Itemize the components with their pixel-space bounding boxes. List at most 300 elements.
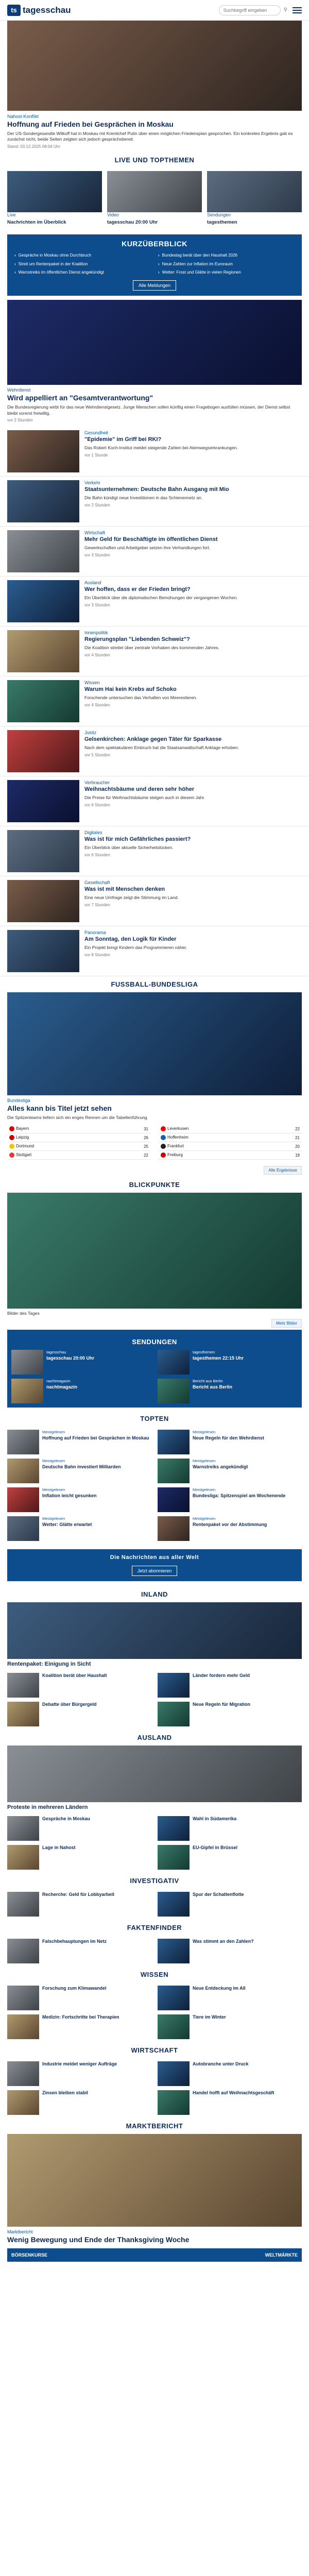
bundesliga-table-right: [159, 1125, 302, 1160]
teaser-title[interactable]: Inflation leicht gesunken: [42, 1493, 97, 1498]
article-topper: Wirtschaft: [84, 530, 106, 536]
live-item[interactable]: [107, 171, 202, 227]
club-logo-icon: [161, 1144, 166, 1149]
article-text: Nach dem spektakulären Einbruch hat die Staatsanwaltschaft Anklage erhoben.: [84, 745, 239, 751]
article-body: [84, 530, 302, 572]
kurz-item[interactable]: › Wetter: Frost und Glätte in vielen Regionen: [158, 270, 295, 275]
teaser-topper: nachtmagazin: [46, 1378, 71, 1383]
teaser-image: [158, 1702, 190, 1726]
teaser-card[interactable]: [158, 1350, 298, 1375]
teaser-title[interactable]: Bericht aus Berlin: [193, 1384, 233, 1389]
teaser-card[interactable]: [158, 1816, 302, 1841]
table-row[interactable]: [7, 1125, 150, 1133]
article-row[interactable]: [0, 676, 309, 726]
teaser-card[interactable]: [7, 2014, 151, 2039]
teaser-title[interactable]: Neue Regeln für Migration: [193, 1701, 251, 1707]
teaser-body: [42, 1516, 92, 1541]
teaser-card[interactable]: [7, 1986, 151, 2010]
teaser-title[interactable]: Gespräche in Moskau: [42, 1816, 91, 1822]
team-name: Dortmund: [16, 1144, 35, 1149]
teaser-title[interactable]: Tiere im Winter: [193, 2014, 226, 2020]
teaser-title[interactable]: Hoffnung auf Frieden bei Gesprächen in Moskau: [42, 1435, 149, 1440]
article-image: [7, 480, 79, 522]
kurz-item[interactable]: › Streit um Rentenpaket in der Koalition: [14, 262, 151, 267]
teaser-body: [193, 1816, 236, 1841]
fussball-lead[interactable]: [0, 992, 309, 1121]
team-name: Freiburg: [167, 1153, 183, 1158]
blickpunkte-more-button[interactable]: Mehr Bilder: [271, 1319, 302, 1328]
teaser-card[interactable]: [158, 1673, 302, 1698]
teaser-body: [193, 1459, 248, 1483]
teaser-body: [42, 1845, 76, 1870]
teaser-title[interactable]: Forschung zum Klimawandel: [42, 1986, 107, 1991]
article-title[interactable]: Was ist für mich Gefährliches passiert?: [84, 836, 191, 843]
article-meta: vor 3 Stunden: [84, 552, 110, 557]
teaser-card[interactable]: [158, 1430, 302, 1454]
teaser-body: [193, 1673, 250, 1698]
team-name: Stuttgart: [16, 1153, 32, 1158]
points-cell: 21: [271, 1133, 302, 1142]
teaser-card[interactable]: [7, 1516, 151, 1541]
newsletter-button[interactable]: Jetzt abonnieren: [132, 1566, 178, 1576]
lead-title[interactable]: Wird appelliert an "Gesamtverantwortung": [7, 394, 153, 402]
teaser-body: [42, 2061, 117, 2086]
team-cell: [159, 1151, 271, 1160]
teaser-image: [7, 1430, 39, 1454]
wirtschaft-grid: [0, 2058, 309, 2118]
markt-footer: [7, 2248, 302, 2262]
article-meta: vor 6 Stunden: [84, 852, 110, 857]
live-topper: Live: [7, 212, 16, 217]
article-body: [84, 830, 302, 872]
team-name: Leipzig: [16, 1135, 29, 1140]
teaser-card[interactable]: [7, 1939, 151, 1963]
markt-title[interactable]: Wenig Bewegung und Ende der Thanksgiving Woche: [7, 2235, 190, 2244]
teaser-title[interactable]: Handel hofft auf Weihnachtsgeschäft: [193, 2090, 274, 2096]
teaser-title[interactable]: Neue Regeln für den Wehrdienst: [193, 1435, 264, 1440]
lead-article[interactable]: [0, 296, 309, 427]
search-area: [219, 5, 287, 15]
hero-topper: Nahost-Konflikt: [7, 114, 39, 119]
live-image: [107, 171, 202, 212]
table-row[interactable]: [159, 1142, 302, 1151]
ausland-lead[interactable]: [0, 1745, 309, 1811]
article-topper: Gesundheit: [84, 430, 109, 436]
article-body: [84, 580, 302, 622]
blickpunkte-section-title: BLICKPUNKTE: [129, 1181, 180, 1189]
ausland-image: [7, 1745, 302, 1802]
team-name: Hoffenheim: [167, 1135, 188, 1140]
teaser-title[interactable]: tagesschau 20:00 Uhr: [46, 1355, 95, 1361]
article-text: Die Bahn kündigt neue Investitionen in das Schienennetz an.: [84, 495, 203, 501]
teaser-card[interactable]: [7, 2061, 151, 2086]
table-row[interactable]: [7, 1151, 150, 1160]
live-item[interactable]: [7, 171, 102, 227]
teaser-card[interactable]: [7, 1430, 151, 1454]
teaser-body: [193, 2061, 249, 2086]
inland-grid: [0, 1670, 309, 1730]
teaser-body: [193, 1986, 246, 2010]
wirtschaft-section-title: WIRTSCHAFT: [131, 2046, 178, 2055]
teaser-body: [193, 1845, 237, 1870]
search-input[interactable]: [219, 5, 281, 15]
inland-lead-title[interactable]: Rentenpaket: Einigung in Sicht: [7, 1660, 91, 1667]
teaser-body: [193, 1892, 244, 1917]
blickpunkte-gallery[interactable]: [0, 1193, 309, 1316]
team-cell: [7, 1125, 117, 1133]
kurz-item[interactable]: › Warnstreiks im öffentlichen Dienst angekündigt: [14, 270, 151, 275]
ausland-section-title: AUSLAND: [137, 1733, 172, 1741]
article-text: Gewerkschaften und Arbeitgeber setzen ihre Verhandlungen fort.: [84, 545, 211, 551]
search-icon[interactable]: ⚲: [283, 7, 287, 13]
article-row[interactable]: [0, 776, 309, 826]
teaser-image: [7, 2014, 39, 2039]
live-topper: Sendungen: [207, 212, 231, 217]
article-meta: vor 2 Stunden: [84, 502, 110, 507]
club-logo-icon: [9, 1144, 14, 1149]
teaser-title[interactable]: Industrie meldet weniger Aufträge: [42, 2061, 117, 2067]
teaser-title[interactable]: EU-Gipfel in Brüssel: [193, 1845, 238, 1851]
table-row[interactable]: [159, 1151, 302, 1160]
fussball-section-title: FUSSBALL-BUNDESLIGA: [111, 980, 198, 989]
teaser-card[interactable]: [7, 1487, 151, 1512]
team-name: Frankfurt: [167, 1144, 184, 1149]
teaser-body: [42, 1702, 97, 1726]
article-text: Eine neue Umfrage zeigt die Stimmung im Land.: [84, 895, 179, 901]
teaser-topper: Meistgelesen: [193, 1429, 216, 1434]
teaser-card[interactable]: [158, 1379, 298, 1403]
teaser-card[interactable]: [7, 1702, 151, 1726]
table-row[interactable]: [159, 1133, 302, 1142]
teaser-card[interactable]: [158, 1986, 302, 2010]
points-cell: 20: [271, 1142, 302, 1151]
article-text: Das Robert Koch-Institut meldet steigende Zahlen bei Atemwegserkrankungen.: [84, 445, 238, 451]
article-list: [0, 427, 309, 976]
bundesliga-table-left: [7, 1125, 150, 1160]
teaser-title[interactable]: Spur der Schattenflotte: [193, 1892, 244, 1897]
teaser-card[interactable]: [158, 1516, 302, 1541]
teaser-image: [158, 1845, 190, 1870]
article-text: Ein Überblick über aktuelle Sicherheitslücken.: [84, 845, 174, 851]
teaser-card[interactable]: [158, 1845, 302, 1870]
points-cell: 22: [271, 1125, 302, 1133]
article-image: [7, 430, 79, 472]
live-section-title: LIVE UND TOPTHEMEN: [114, 156, 195, 164]
teaser-title[interactable]: Autobranche unter Druck: [193, 2061, 249, 2067]
article-image: [7, 880, 79, 922]
club-logo-icon: [9, 1153, 14, 1158]
live-image: [207, 171, 302, 212]
teaser-title[interactable]: Medizin: Fortschritte bei Therapien: [42, 2014, 119, 2020]
team-cell: [7, 1142, 117, 1151]
hero-article[interactable]: [0, 21, 309, 152]
teaser-image: [7, 1816, 39, 1841]
lead-meta: vor 2 Stunden: [7, 418, 33, 423]
teaser-title[interactable]: Debatte über Bürgergeld: [42, 1701, 97, 1707]
article-body: [84, 880, 302, 922]
article-row[interactable]: [0, 926, 309, 976]
teaser-title[interactable]: Deutsche Bahn investiert Milliarden: [42, 1464, 121, 1469]
article-text: Die Koalition streitet über zentrale Vorhaben des kommenden Jahres.: [84, 645, 219, 651]
sendungen-grid: [11, 1350, 298, 1403]
article-title[interactable]: Weihnachtsbäume und deren sehr höher: [84, 786, 195, 793]
teaser-card[interactable]: [158, 1702, 302, 1726]
newsletter-box: [7, 1549, 302, 1581]
article-meta: vor 6 Stunden: [84, 802, 110, 807]
team-name: Bayern: [16, 1126, 29, 1131]
teaser-image: [158, 1986, 190, 2010]
live-image: [7, 171, 102, 212]
teaser-title[interactable]: Warnstreiks angekündigt: [193, 1464, 248, 1469]
article-topper: Justiz: [84, 730, 97, 736]
menu-icon[interactable]: [293, 7, 302, 13]
article-title[interactable]: Regierungsplan "Liebenden Schweiz"?: [84, 636, 190, 643]
team-cell: [159, 1142, 271, 1151]
club-logo-icon: [9, 1126, 14, 1131]
teaser-image: [7, 1845, 39, 1870]
teaser-title[interactable]: nachtmagazin: [46, 1384, 78, 1389]
boersenkurse-link[interactable]: BÖRSENKURSE: [11, 2252, 48, 2258]
teaser-title[interactable]: Länder fordern mehr Geld: [193, 1672, 250, 1678]
kurzueberblick-title: KURZÜBERBLICK: [122, 240, 187, 248]
teaser-topper: Meistgelesen: [193, 1487, 216, 1492]
teaser-body: [42, 1986, 107, 2010]
teaser-topper: Meistgelesen: [193, 1458, 216, 1463]
club-logo-icon: [9, 1135, 14, 1140]
teaser-title[interactable]: Zinsen bleiben stabil: [42, 2090, 89, 2096]
article-meta: vor 8 Stunden: [84, 952, 110, 957]
article-title[interactable]: Staatsunternehmen: Deutsche Bahn Ausgang mit Mio: [84, 486, 229, 493]
teaser-card[interactable]: [11, 1350, 151, 1375]
article-topper: Innenpolitik: [84, 630, 108, 636]
teaser-image: [11, 1350, 43, 1375]
article-title[interactable]: Gelsenkirchen: Anklage gegen Täter für Sparkasse: [84, 736, 222, 743]
logo-text: tagesschau: [23, 5, 71, 15]
bundesliga-tables: [0, 1121, 309, 1164]
teaser-image: [158, 1379, 190, 1403]
teaser-image: [7, 2090, 39, 2115]
teaser-card[interactable]: [11, 1379, 151, 1403]
article-topper: Ausland: [84, 580, 101, 586]
article-row[interactable]: [0, 527, 309, 577]
article-body: [84, 680, 302, 722]
teaser-title[interactable]: Koalition berät über Haushalt: [42, 1672, 107, 1678]
article-topper: Verbraucher: [84, 780, 110, 786]
teaser-body: [42, 2090, 88, 2115]
teaser-title[interactable]: Rentenpaket vor der Abstimmung: [193, 1521, 267, 1527]
markt-topper: Marktbericht: [7, 2229, 33, 2235]
fussball-text: Die Spitzenteams liefern sich ein enges Rennen um die Tabellenführung.: [7, 1114, 148, 1120]
teaser-title[interactable]: Recherche: Geld für Lobbyarbeit: [42, 1892, 115, 1897]
article-body: [84, 430, 302, 472]
teaser-title[interactable]: Neue Entdeckung im All: [193, 1986, 246, 1991]
table-row[interactable]: [7, 1133, 150, 1142]
lead-text: Die Bundesregierung wirbt für das neue Wehrdienstgesetz. Junge Menschen sollen künftig einen Fragebogen ausfüllen müssen, der Dienst selbst bleibt vorerst freiwillig.: [7, 404, 290, 416]
teaser-title[interactable]: Wahl in Südamerika: [193, 1816, 237, 1822]
topten-section-title: TOPTEN: [140, 1414, 169, 1422]
kurzueberblick-box: [7, 234, 302, 296]
teaser-title[interactable]: Falschbehauptungen im Netz: [42, 1939, 107, 1944]
faktenfinder-section-title: FAKTENFINDER: [127, 1924, 182, 1932]
article-row[interactable]: [0, 577, 309, 626]
live-topper: Video: [107, 212, 119, 217]
teaser-body: [193, 1516, 267, 1541]
newsletter-title: Die Nachrichten aus aller Welt: [110, 1554, 199, 1561]
markt-lead[interactable]: [0, 2134, 309, 2244]
article-text: Die Preise für Weihnachtsbäume steigen auch in diesem Jahr.: [84, 795, 205, 801]
article-text: Ein Projekt bringt Kindern das Programmieren näher.: [84, 945, 187, 951]
article-text: Forschende untersuchen das Verhalten von Meerestieren.: [84, 695, 197, 701]
team-cell: [159, 1133, 271, 1142]
teaser-card[interactable]: [7, 1845, 151, 1870]
live-title[interactable]: tagesthemen: [207, 219, 237, 225]
teaser-card[interactable]: [158, 1939, 302, 1963]
teaser-card[interactable]: [158, 2061, 302, 2086]
article-topper: Wissen: [84, 680, 100, 686]
article-image: [7, 930, 79, 972]
teaser-image: [7, 1487, 39, 1512]
sendungen-section-title: SENDUNGEN: [132, 1337, 177, 1346]
kurz-item[interactable]: › Bundestag berät über den Haushalt 2026: [158, 253, 295, 258]
article-image: [7, 630, 79, 672]
fussball-topper: Bundesliga: [7, 1098, 30, 1104]
table-row[interactable]: [159, 1125, 302, 1133]
article-title[interactable]: Am Sonntag, den Logik für Kinder: [84, 936, 177, 943]
teaser-title[interactable]: Wetter: Glätte erwartet: [42, 1521, 92, 1527]
teaser-image: [7, 1892, 39, 1917]
kurz-item[interactable]: › Neue Zahlen zur Inflation im Euroraum: [158, 262, 295, 267]
points-cell: 31: [117, 1125, 150, 1133]
live-title[interactable]: tagesschau 20:00 Uhr: [107, 219, 158, 225]
site-logo[interactable]: [7, 5, 71, 16]
teaser-topper: Meistgelesen: [42, 1429, 65, 1434]
live-item[interactable]: [207, 171, 302, 227]
teaser-image: [158, 2014, 190, 2039]
teaser-topper: Meistgelesen: [42, 1458, 65, 1463]
teaser-image: [7, 1516, 39, 1541]
teaser-body: [42, 1939, 107, 1963]
article-topper: Digitales: [84, 830, 102, 836]
blickpunkte-image: [7, 1193, 302, 1309]
teaser-card[interactable]: [7, 1816, 151, 1841]
teaser-image: [158, 1892, 190, 1917]
teaser-card[interactable]: [158, 1459, 302, 1483]
site-header: [0, 0, 309, 21]
teaser-image: [158, 1459, 190, 1483]
article-row[interactable]: [0, 826, 309, 876]
points-cell: 26: [117, 1133, 150, 1142]
article-row[interactable]: [0, 427, 309, 477]
teaser-topper: tagesschau: [46, 1349, 66, 1354]
teaser-card[interactable]: [158, 2014, 302, 2039]
teaser-body: [42, 1487, 97, 1512]
teaser-image: [158, 1350, 190, 1375]
hero-image: [7, 21, 302, 111]
teaser-title[interactable]: tagesthemen 22:15 Uhr: [193, 1355, 244, 1361]
teaser-body: [193, 2090, 274, 2115]
teaser-card[interactable]: [7, 1673, 151, 1698]
article-body: [84, 780, 302, 822]
team-cell: [7, 1133, 117, 1142]
team-cell: [159, 1125, 271, 1133]
article-title[interactable]: Was ist mit Menschen denken: [84, 886, 165, 893]
teaser-image: [158, 1816, 190, 1841]
teaser-card[interactable]: [7, 1892, 151, 1917]
hero-text: Der US-Sondergesandte Witkoff hat in Moskau mit Kremlchef Putin über einen möglichen Friedensplan gesprochen. Ein konkretes Ergebnis gab es zunächst nicht, beide Seiten zeigten sich jedoch gesprächsbereit.: [7, 130, 293, 142]
teaser-image: [7, 2061, 39, 2086]
teaser-title[interactable]: Bundesliga: Spitzenspiel am Wochenende: [193, 1493, 286, 1498]
article-topper: Gesellschaft: [84, 880, 110, 886]
ausland-lead-title[interactable]: Proteste in mehreren Ländern: [7, 1804, 88, 1810]
article-meta: vor 4 Stunden: [84, 702, 110, 707]
article-title[interactable]: Mehr Geld für Beschäftigte im öffentlichen Dienst: [84, 536, 218, 543]
article-text: Ein Überblick über die diplomatischen Bemühungen der vergangenen Wochen.: [84, 595, 238, 601]
article-topper: Verkehr: [84, 480, 101, 486]
teaser-card[interactable]: [158, 1487, 302, 1512]
points-cell: 19: [271, 1151, 302, 1160]
article-body: [84, 730, 302, 772]
teaser-image: [7, 1939, 39, 1963]
teaser-card[interactable]: [158, 2090, 302, 2115]
teaser-body: [46, 1350, 94, 1375]
teaser-image: [7, 1459, 39, 1483]
faktenfinder-grid: [0, 1936, 309, 1967]
investigativ-section-title: INVESTIGATIV: [130, 1877, 179, 1885]
teaser-title[interactable]: Was stimmt an den Zahlen?: [193, 1939, 254, 1944]
teaser-topper: Meistgelesen: [42, 1487, 65, 1492]
inland-section-title: INLAND: [141, 1590, 168, 1598]
teaser-card[interactable]: [158, 1892, 302, 1917]
teaser-image: [158, 1430, 190, 1454]
weltmaerkte-link[interactable]: WELTMÄRKTE: [265, 2252, 298, 2258]
article-row[interactable]: [0, 477, 309, 527]
live-grid: [0, 168, 309, 230]
markt-section-title: MARKTBERICHT: [126, 2122, 183, 2130]
article-meta: vor 4 Stunden: [84, 652, 110, 657]
table-row[interactable]: [7, 1142, 150, 1151]
team-cell: [7, 1151, 117, 1160]
article-meta: vor 7 Stunden: [84, 902, 110, 907]
live-title[interactable]: Nachrichten im Überblick: [7, 219, 66, 225]
teaser-body: [42, 1459, 121, 1483]
kurz-item[interactable]: › Gespräche in Moskau ohne Durchbruch: [14, 253, 151, 258]
teaser-title[interactable]: Lage in Nahost: [42, 1845, 76, 1851]
article-title[interactable]: "Epidemie" im Griff bei RKI?: [84, 436, 162, 443]
teaser-image: [11, 1379, 43, 1403]
article-meta: vor 3 Stunden: [84, 602, 110, 607]
fussball-title[interactable]: Alles kann bis Titel jetzt sehen: [7, 1104, 112, 1113]
teaser-topper: Meistgelesen: [42, 1516, 65, 1521]
hero-meta: Stand: 03.12.2025 08:04 Uhr: [7, 144, 60, 149]
kurz-all-button[interactable]: Alle Meldungen: [133, 280, 176, 291]
inland-lead[interactable]: [0, 1602, 309, 1668]
article-title[interactable]: Wer hoffen, dass er der Frieden bringt?: [84, 586, 191, 593]
teaser-image: [158, 1487, 190, 1512]
logo-mark: ts: [7, 5, 21, 16]
teaser-card[interactable]: [7, 2090, 151, 2115]
teaser-body: [42, 1892, 114, 1917]
fussball-results-button[interactable]: Alle Ergebnisse: [264, 1166, 302, 1175]
hero-title[interactable]: Hoffnung auf Frieden bei Gesprächen in Moskau: [7, 120, 174, 128]
ausland-grid: [0, 1813, 309, 1873]
article-row[interactable]: [0, 876, 309, 926]
article-row[interactable]: [0, 726, 309, 776]
article-row[interactable]: [0, 626, 309, 676]
teaser-card[interactable]: [7, 1459, 151, 1483]
article-image: [7, 580, 79, 622]
article-title[interactable]: Warum Hai kein Krebs auf Schoko: [84, 686, 177, 693]
teaser-body: [42, 2014, 119, 2039]
